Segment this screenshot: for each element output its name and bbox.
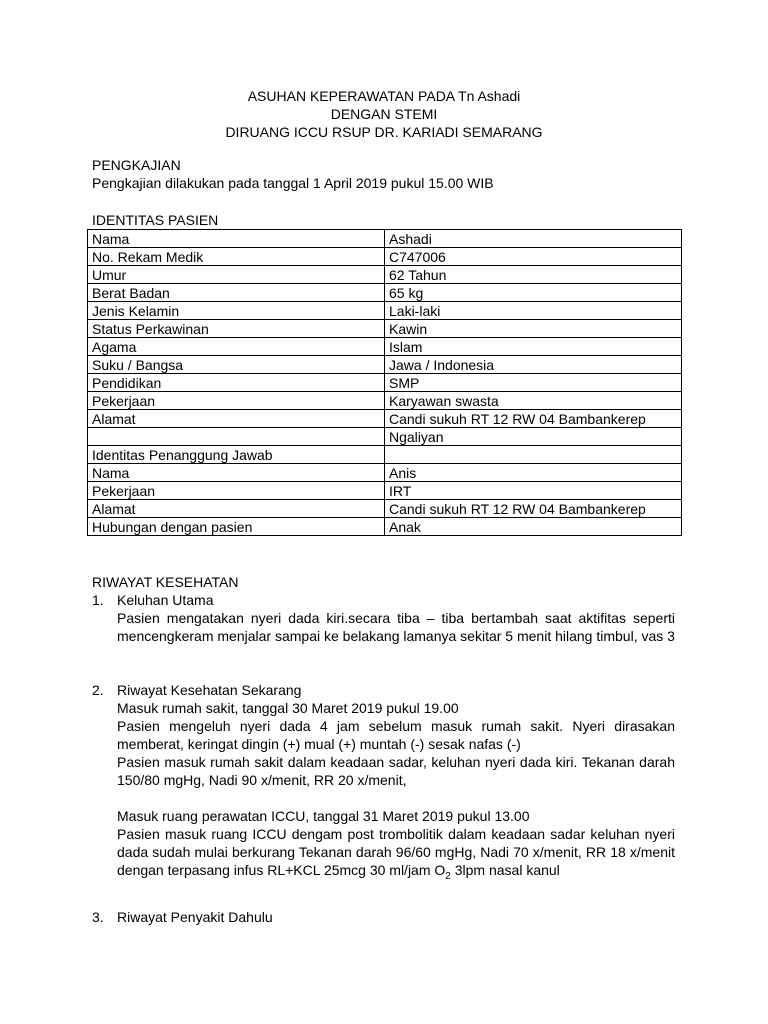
table-row (88, 518, 682, 536)
table-row (88, 392, 682, 410)
field-value: IRT (385, 482, 682, 500)
table-row (88, 338, 682, 356)
field-label: Nama (88, 464, 385, 482)
riwayat-sekarang-text (117, 699, 675, 882)
field-label: No. Rekam Medik (88, 248, 385, 266)
table-row (88, 248, 682, 266)
field-value: Ashadi (385, 230, 682, 248)
table-row (88, 464, 682, 482)
table-row (88, 320, 682, 338)
field-label: Status Perkawinan (88, 320, 385, 338)
field-value: Anis (385, 464, 682, 482)
item-number: 2. (92, 682, 104, 698)
paragraph: Masuk rumah sakit, tanggal 30 Maret 2019 pukul 19.00 (117, 700, 459, 716)
text-run: Pasien masuk ruang ICCU dengam post trombolitik dalam keadaan sadar keluhan nyeri dada sudah mulai berkurang Tekanan darah 96/60 mgHg, Nadi 70 x/menit, RR 18 x/menit dengan terpasang infus RL+KCL 25mcg 30 ml/jam O (117, 826, 675, 878)
item-number: 3. (92, 909, 104, 925)
table-row (88, 482, 682, 500)
field-label: Umur (88, 266, 385, 284)
title-line-1: ASUHAN KEPERAWATAN PADA Tn Ashadi (247, 88, 521, 104)
pengkajian-heading: PENGKAJIAN (92, 157, 181, 173)
table-row (88, 302, 682, 320)
table-row (88, 446, 682, 464)
field-value: Laki-laki (385, 302, 682, 320)
field-value: SMP (385, 374, 682, 392)
field-label: Pekerjaan (88, 392, 385, 410)
paragraph: Masuk ruang perawatan ICCU, tanggal 31 Maret 2019 pukul 13.00 (117, 808, 530, 824)
item-title: Riwayat Kesehatan Sekarang (117, 682, 302, 698)
table-row (88, 374, 682, 392)
field-value: Kawin (385, 320, 682, 338)
table-row (88, 284, 682, 302)
text-run: 3lpm nasal kanul (450, 862, 560, 878)
table-row (88, 428, 682, 446)
field-label: Nama (88, 230, 385, 248)
blank-line (117, 789, 675, 807)
field-label: Pekerjaan (88, 482, 385, 500)
field-value: 65 kg (385, 284, 682, 302)
table-row (88, 230, 682, 248)
field-label: Jenis Kelamin (88, 302, 385, 320)
keluhan-utama-text (117, 609, 675, 645)
table-row (88, 266, 682, 284)
field-value: Candi sukuh RT 12 RW 04 Bambankerep (385, 410, 682, 428)
field-value (385, 446, 682, 464)
table-row (88, 410, 682, 428)
field-label (88, 428, 385, 446)
field-label: Pendidikan (88, 374, 385, 392)
item-title: Keluhan Utama (117, 592, 214, 608)
document-title (0, 87, 768, 141)
pengkajian-text: Pengkajian dilakukan pada tanggal 1 April 2019 pukul 15.00 WIB (92, 175, 494, 191)
riwayat-heading: RIWAYAT KESEHATAN (92, 574, 239, 590)
field-value: Candi sukuh RT 12 RW 04 Bambankerep (385, 500, 682, 518)
field-value: Islam (385, 338, 682, 356)
field-label: Hubungan dengan pasien (88, 518, 385, 536)
item-number: 1. (92, 592, 104, 608)
identitas-table (87, 229, 682, 536)
item-title: Riwayat Penyakit Dahulu (117, 909, 273, 925)
title-line-2: DENGAN STEMI (330, 106, 438, 122)
field-label: Berat Badan (88, 284, 385, 302)
field-label: Agama (88, 338, 385, 356)
field-label: Alamat (88, 410, 385, 428)
paragraph (117, 825, 675, 882)
field-value: C747006 (385, 248, 682, 266)
table-row (88, 356, 682, 374)
paragraph: Pasien mengatakan nyeri dada kiri.secara tiba – tiba bertambah saat aktifitas seperti mencengkeram menjalar sampai ke belakang lamanya sekitar 5 menit hilang timbul, vas 3 (117, 610, 675, 644)
subscript: 2 (445, 870, 451, 882)
field-label: Alamat (88, 500, 385, 518)
field-value: Anak (385, 518, 682, 536)
table-row (88, 500, 682, 518)
field-value: Karyawan swasta (385, 392, 682, 410)
field-value: Ngaliyan (385, 428, 682, 446)
paragraph: Pasien mengeluh nyeri dada 4 jam sebelum masuk rumah sakit. Nyeri dirasakan memberat, keringat dingin (+) mual (+) muntah (-) sesak nafas (-) (117, 718, 675, 752)
identitas-heading: IDENTITAS PASIEN (92, 212, 219, 228)
field-value: Jawa / Indonesia (385, 356, 682, 374)
paragraph: Pasien masuk rumah sakit dalam keadaan sadar, keluhan nyeri dada kiri. Tekanan darah 150/80 mgHg, Nadi 90 x/menit, RR 20 x/menit, (117, 754, 675, 788)
field-label: Suku / Bangsa (88, 356, 385, 374)
field-value: 62 Tahun (385, 266, 682, 284)
field-label: Identitas Penanggung Jawab (88, 446, 385, 464)
title-line-3: DIRUANG ICCU RSUP DR. KARIADI SEMARANG (225, 124, 543, 140)
